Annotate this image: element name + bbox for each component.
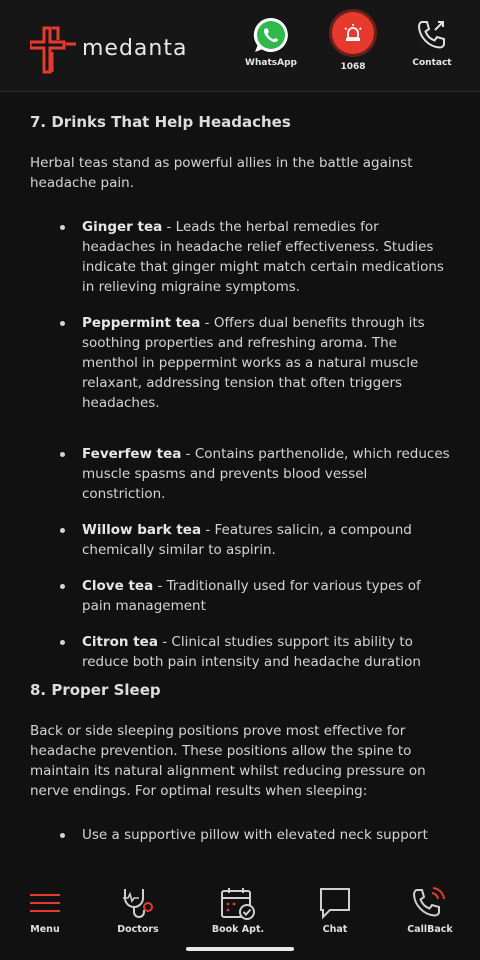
- list-item: Use a supportive pillow with elevated neck support: [30, 825, 450, 845]
- section-8-title: 8. Proper Sleep: [30, 681, 161, 699]
- brand-name: medanta: [82, 36, 188, 61]
- nav-chat-label: Chat: [322, 924, 348, 935]
- nav-doctors-label: Doctors: [117, 924, 159, 935]
- item-text: - Traditionally used for various types of pain management: [82, 578, 421, 614]
- emergency-circle: [332, 12, 374, 54]
- section-7-intro: Herbal teas stand as powerful allies in the battle against headache pain.: [30, 155, 413, 191]
- whatsapp-label: WhatsApp: [245, 58, 297, 68]
- section-7-title: 7. Drinks That Help Headaches: [30, 113, 291, 131]
- hamburger-icon: [28, 886, 62, 920]
- nav-callback[interactable]: [390, 886, 470, 935]
- siren-icon: [342, 22, 364, 44]
- nav-callback-label: CallBack: [407, 924, 453, 935]
- phone-icon: [413, 16, 451, 54]
- item-name: Feverfew tea: [82, 446, 182, 462]
- item-name: Willow bark tea: [82, 522, 202, 538]
- calendar-check-icon: [219, 886, 257, 920]
- nav-book-appointment[interactable]: [198, 886, 278, 935]
- medanta-logo[interactable]: [30, 26, 188, 74]
- section-8-intro: Back or side sleeping positions prove most effective for headache prevention. These positions allow the spine to maintain its natural alignment whilst reducing pressure on nerve endings. For optimal results when sleeping:: [30, 723, 426, 799]
- item-text: - Clinical studies support its ability to reduce both pain intensity and headache duration: [82, 634, 421, 670]
- sleep-tips-list: [30, 825, 450, 845]
- list-item: [30, 632, 450, 672]
- nav-menu-label: Menu: [30, 924, 60, 935]
- nav-chat[interactable]: [295, 886, 375, 935]
- whatsapp-button[interactable]: [236, 12, 306, 68]
- herbal-tea-list: [30, 217, 450, 672]
- item-text: - Leads the herbal remedies for headaches in headache relief effectiveness. Studies indicate that ginger might match certain medications in relieving migraine symptoms.: [82, 219, 444, 295]
- contact-button[interactable]: [397, 12, 467, 68]
- chat-bubble-icon: [318, 886, 352, 920]
- medanta-logo-icon: [30, 26, 78, 74]
- item-text: - Contains parthenolide, which reduces muscle spasms and prevents blood vessel constriction.: [82, 446, 450, 502]
- list-item: [30, 313, 450, 413]
- stethoscope-icon: [119, 886, 157, 920]
- item-name: Peppermint tea: [82, 315, 201, 331]
- list-item: [30, 444, 450, 504]
- home-indicator[interactable]: [186, 947, 294, 951]
- item-name: Citron tea: [82, 634, 158, 650]
- item-text: - Offers dual benefits through its soothing properties and refreshing aroma. The menthol in peppermint works as a natural muscle relaxant, addressing tension that often triggers headaches.: [82, 315, 425, 411]
- nav-book-label: Book Apt.: [211, 924, 265, 935]
- list-item: [30, 217, 450, 297]
- whatsapp-icon: [252, 16, 290, 54]
- list-item: [30, 520, 450, 560]
- nav-menu[interactable]: [5, 886, 85, 935]
- emergency-label: 1068: [340, 62, 366, 72]
- item-text: - Features salicin, a compound chemically similar to aspirin.: [82, 522, 412, 558]
- item-name: Ginger tea: [82, 219, 163, 235]
- nav-doctors[interactable]: [98, 886, 178, 935]
- emergency-button[interactable]: [318, 12, 388, 72]
- phone-ringing-icon: [411, 886, 449, 920]
- contact-label: Contact: [412, 58, 452, 68]
- item-name: Clove tea: [82, 578, 154, 594]
- bottom-navigation: [0, 868, 480, 960]
- list-item: [30, 576, 450, 616]
- top-header: [0, 0, 480, 92]
